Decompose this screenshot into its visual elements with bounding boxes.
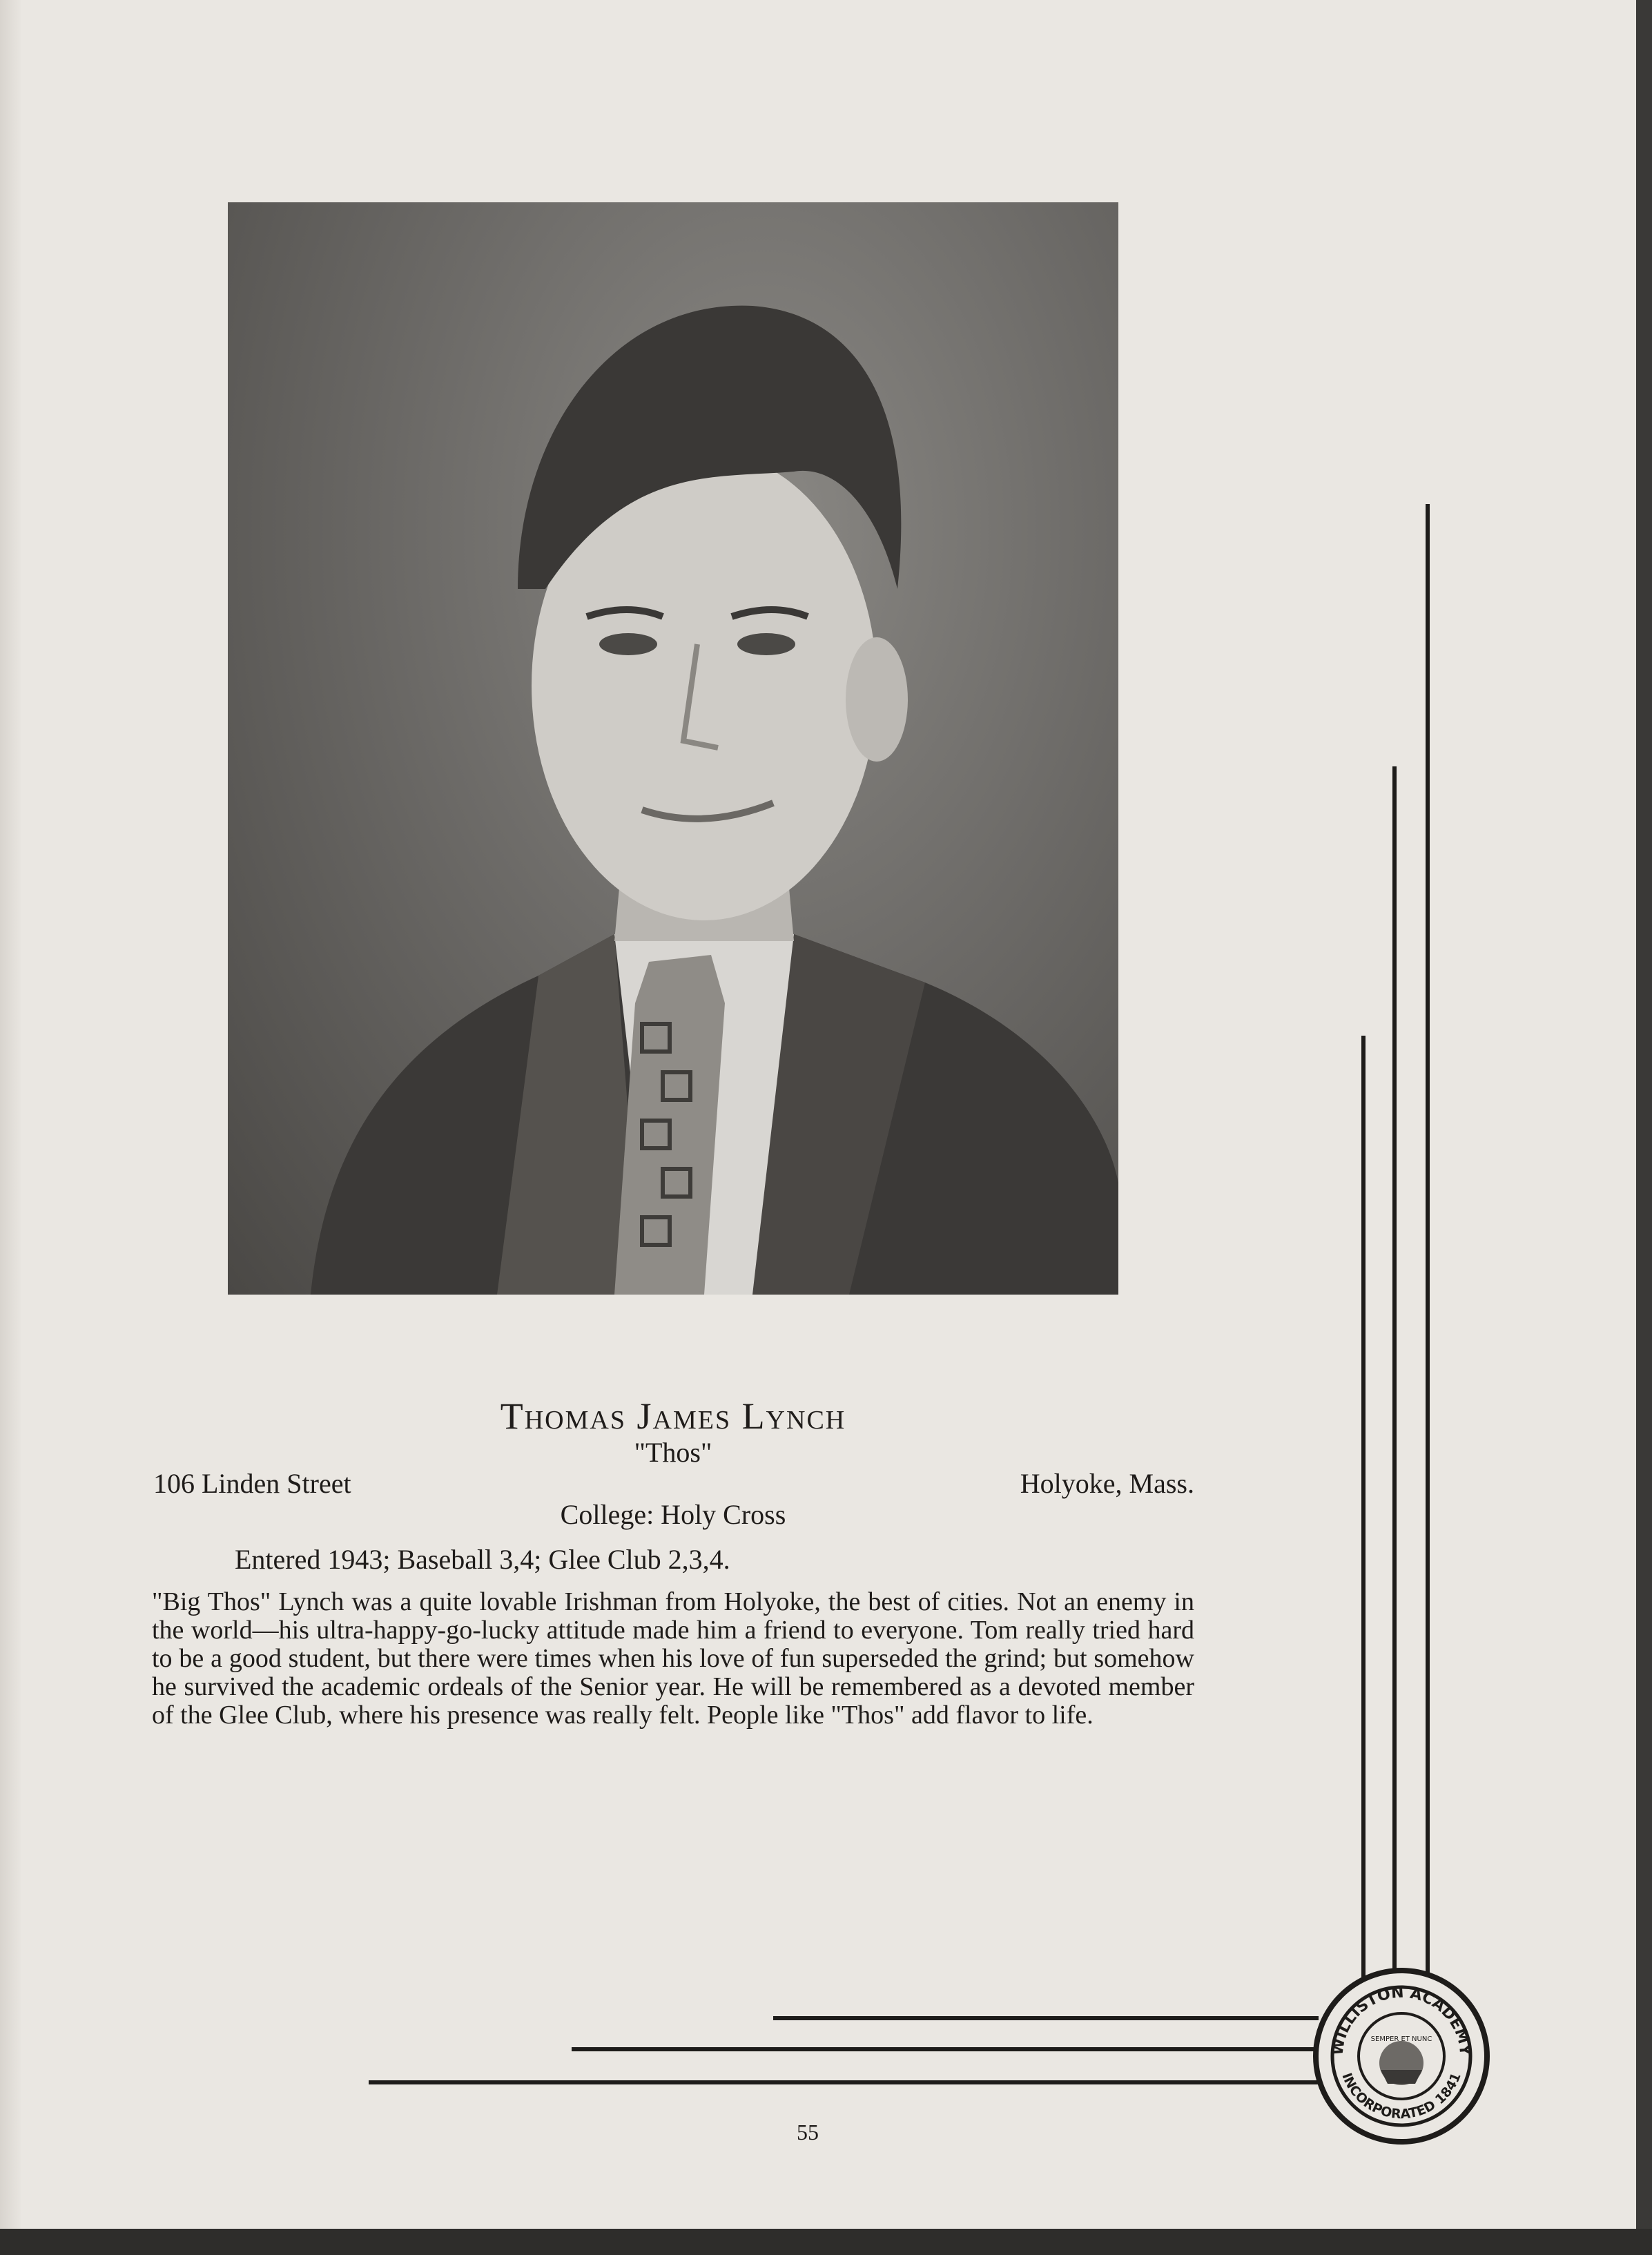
student-name: Thomas James Lynch	[500, 1395, 846, 1437]
svg-text:INCORPORATED 1841: INCORPORATED 1841	[1339, 2071, 1464, 2122]
svg-text:WILLISTON ACADEMY: WILLISTON ACADEMY	[1329, 1984, 1474, 2057]
student-activities: Entered 1943; Baseball 3,4; Glee Club 2,3,4.	[235, 1544, 730, 1575]
student-address: 106 Linden Street	[153, 1468, 351, 1499]
student-nickname: "Thos"	[634, 1437, 712, 1468]
student-biography: "Big Thos" Lynch was a quite lovable Irishman from Holyoke, the best of cities. Not an enemy in the world—his ultra-happy-go-lucky attitude made him a friend to everyone. Tom really tried hard to be a good student, but there were times when his love of fun superseded the grind; but somehow he survived the academic ordeals of the Senior year. He will be remembered as a devoted member of the Glee Club, where his presence was really felt. People like "Thos" add flavor to life.	[152, 1587, 1194, 1730]
student-city: Holyoke, Mass.	[1020, 1468, 1194, 1499]
page-bottom-shadow	[0, 2229, 1652, 2255]
page-number: 55	[797, 2120, 819, 2145]
williston-academy-seal	[1312, 1966, 1491, 2146]
svg-text:SEMPER ET NUNC: SEMPER ET NUNC	[1370, 2035, 1432, 2043]
page-edge-shadow	[1636, 0, 1652, 2255]
student-college: College: Holy Cross	[560, 1499, 786, 1530]
